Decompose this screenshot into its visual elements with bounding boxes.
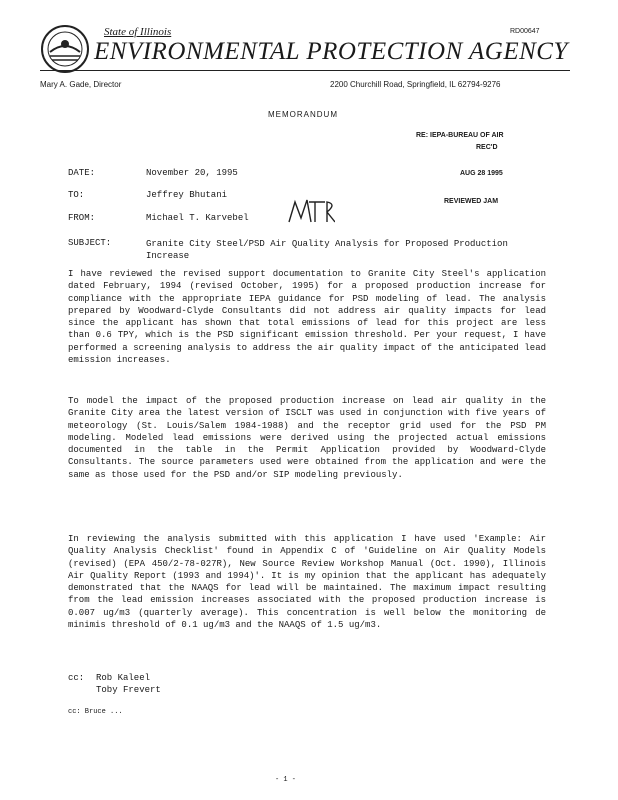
director-name: Mary A. Gade, Director (40, 80, 122, 89)
stamp-line-2: REC'D (476, 144, 498, 151)
memo-paragraph-1: I have reviewed the revised support documentation to Granite City Steel's application dated February, 1994 (revised October, 1995) for a proposed production increase for compliance with the appropriate IEPA guidance for PSD modeling of lead. The analysis prepared by Woodward-Clyde Consultants did not address air quality impacts for lead since the applicant has shown that total emissions of lead for this project are less than 0.6 TPY, which is the PSD significant emission threshold. Per your request, I have performed a screening analysis to address the air quality impact of the anticipated lead emission increases. (68, 269, 546, 366)
state-seal-icon (40, 24, 90, 74)
stamp-line-3: AUG 28 1995 (460, 170, 503, 177)
to-label: TO: (68, 190, 85, 200)
memo-paragraph-3: In reviewing the analysis submitted with this application I have used 'Example: Air Quality Analysis Checklist' found in Appendix C of 'Guideline on Air Quality Models (revised) (EPA 450/2-78-027R), New Source Review Workshop Manual (Oct. 1990), Illinois Air Quality Report (1993 and 1994)'. It is my opinion that the applicant has adequately demonstrated that the NAAQS for lead will be maintained. The maximum impact resulting from the lead emission increases associated with the proposed production increase is 0.007 ug/m3 (quarterly average). This concentration is well below the monitoring de minimis threshold of 0.1 ug/m3 and the NAAQS of 1.5 ug/m3. (68, 534, 546, 631)
subject-label: SUBJECT: (68, 238, 112, 248)
cc-recipient-2: Toby Frevert (96, 685, 161, 695)
agency-address: 2200 Churchill Road, Springfield, IL 62794-9276 (330, 80, 501, 89)
letterhead-divider (40, 70, 570, 71)
state-name: State of Illinois (104, 26, 172, 38)
date-value: November 20, 1995 (146, 168, 238, 178)
memo-title: MEMORANDUM (268, 110, 338, 119)
memo-paragraph-2: To model the impact of the proposed production increase on lead air quality in the Granite City area the latest version of ISCLT was used in conjunction with five years of meteorology (St. Louis/Salem 1984-1988) and the receptor grid used for the PSD PM modeling. Modeled lead emissions were derived using the projected actual emissions documented in the table in the Permit Application provided by Woodward-Clyde Consultants. The source parameters used were obtained from the application and were the same as those used for the PSD and/or SIP modeling previously. (68, 396, 546, 480)
subject-value: Granite City Steel/PSD Air Quality Analysis for Proposed Production Increase (146, 239, 508, 261)
from-value: Michael T. Karvebel (146, 213, 249, 223)
handwritten-initials (285, 196, 335, 226)
page-number: - 1 - (275, 776, 297, 784)
agency-name: ENVIRONMENTAL PROTECTION AGENCY (94, 38, 568, 65)
from-label: FROM: (68, 213, 96, 223)
to-value: Jeffrey Bhutani (146, 190, 228, 200)
date-label: DATE: (68, 168, 96, 178)
stamp-line-4: REVIEWED JAM (444, 198, 499, 205)
cc-label: cc: (68, 673, 85, 683)
document-id: RD00647 (510, 28, 540, 35)
stamp-line-1: RE: IEPA-BUREAU OF AIR (416, 132, 504, 139)
received-stamp (400, 130, 570, 220)
footer-reference: cc: Bruce ... (68, 708, 123, 716)
cc-recipient-1: Rob Kaleel (96, 673, 151, 683)
